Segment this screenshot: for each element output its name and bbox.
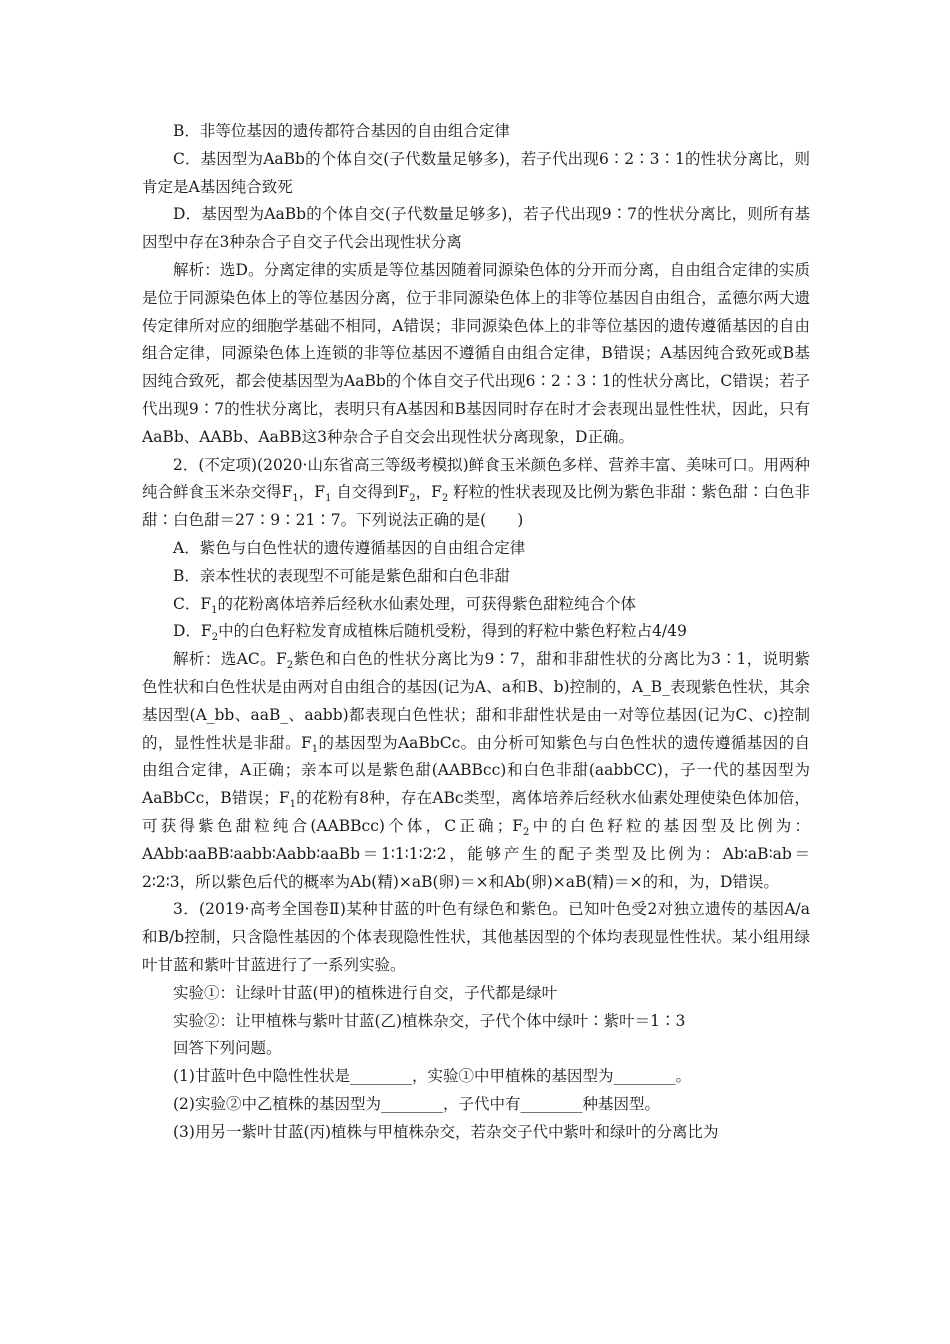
q2-option-b: B．亲本性状的表现型不可能是紫色甜和白色非甜 — [173, 566, 510, 585]
q3-subquestion-3: (3)用另一紫叶甘蓝(丙)植株与甲植株杂交，若杂交子代中紫叶和绿叶的分离比为 — [173, 1122, 719, 1141]
q2-stem: 2．(不定项)(2020·山东省高三等级考模拟)鲜食玉米颜色多样、营养丰富、美味可口。用两种纯合鲜食玉米杂交得$F_1$，$F_1$ 自交得到$F_2$，$F_2$ 籽粒的性状表现及比例为紫色非甜∶紫色甜∶白色非甜∶白色甜＝27∶9∶21∶7。下列说法正确的是( ) — [142, 455, 811, 530]
q3-subquestion-1: (1)甘蓝叶色中隐性性状是________，实验①中甲植株的基因型为________。 — [173, 1067, 691, 1086]
q3-subquestion-2: (2)实验②中乙植株的基因型为________，子代中有________种基因型。 — [173, 1094, 660, 1113]
q3-prompt: 回答下列问题。 — [173, 1039, 282, 1058]
document-page — [142, 118, 810, 1146]
q1-analysis: 解析：选D。分离定律的实质是等位基因随着同源染色体的分开而分离，自由组合定律的实质是位于同源染色体上的等位基因分离，位于非同源染色体上的非等位基因自由组合，孟德尔两大遗传定律所对应的细胞学基础不相同，A错误；非同源染色体上的非等位基因的遗传遵循基因的自由组合定律，同源染色体上连锁的非等位基因不遵循自由组合定律，B错误；A基因纯合致死或B基因纯合致死，都会使基因型为AaBb的个体自交子代出现6∶2∶3∶1的性状分离比，C错误；若子代出现9∶7的性状分离比，表明只有A基因和B基因同时存在时才会表现出显性性状，因此，只有AaBb、AABb、AaBB这3种杂合子自交会出现性状分离现象，D正确。 — [142, 260, 810, 446]
q1-option-d: D．基因型为AaBb的个体自交(子代数量足够多)，若子代出现9∶7的性状分离比，则所有基因型中存在3种杂合子自交子代会出现性状分离 — [142, 205, 810, 252]
q3-experiment-2: 实验②：让甲植株与紫叶甘蓝(乙)植株杂交，子代个体中绿叶∶紫叶＝1∶3 — [173, 1011, 686, 1030]
q3-experiment-1: 实验①：让绿叶甘蓝(甲)的植株进行自交，子代都是绿叶 — [173, 983, 558, 1002]
q1-option-b: B．非等位基因的遗传都符合基因的自由组合定律 — [173, 122, 510, 140]
q2-option-a: A．紫色与白色性状的遗传遵循基因的自由组合定律 — [173, 538, 526, 557]
q2-option-d: D．$F_2$中的白色籽粒发育成植株后随机受粉，得到的籽粒中紫色籽粒占4/49 — [173, 622, 687, 644]
q2-option-c: C．$F_1$的花粉离体培养后经秋水仙素处理，可获得紫色甜粒纯合个体 — [173, 594, 637, 616]
q2-analysis: 解析：选AC。$F_2$紫色和白色的性状分离比为9∶7，甜和非甜性状的分离比为3∶1，说明紫色性状和白色性状是由两对自由组合的基因(记为A、a和B、b)控制的，A_B_表现紫色性状，其余基因型(A_bb、aaB_、aabb)都表现白色性状；甜和非甜性状是由一对等位基因(记为C、c)控制的，显性性状是非甜。$F_1$的基因型为AaBbCc。由分析可知紫色与白色性状的遗传遵循基因的自由组合定律，A正确；亲本可以是紫色甜(AABBcc)和白色非甜(aabbCC)，子一代的基因型为AaBbCc，B错误；$F_1$的花粉有8种，存在ABc类型，离体培养后经秋水仙素处理使染色体加倍，可获得紫色甜粒纯合(AABBcc)个体，C正确；$F_2$中的白色籽粒的基因型及比例为：AAbb∶aaBB∶aabb∶Aabb∶aaBb＝1∶1∶1∶2∶2，能够产生的配子类型及比例为：Ab∶aB∶ab＝2∶2∶3，所以紫色后代的概率为Ab(精)×aB(卵)＝×和Ab(卵)×aB(精)＝×的和，为，D错误。 — [142, 650, 811, 891]
q3-stem: 3．(2019·高考全国卷Ⅱ)某种甘蓝的叶色有绿色和紫色。已知叶色受2对独立遗传的基因A/a和B/b控制，只含隐性基因的个体表现隐性性状，其他基因型的个体均表现显性性状。某小组用绿叶甘蓝和紫叶甘蓝进行了一系列实验。 — [142, 900, 810, 974]
q1-option-c: C．基因型为AaBb的个体自交(子代数量足够多)，若子代出现6∶2∶3∶1的性状分离比，则肯定是A基因纯合致死 — [142, 149, 810, 196]
